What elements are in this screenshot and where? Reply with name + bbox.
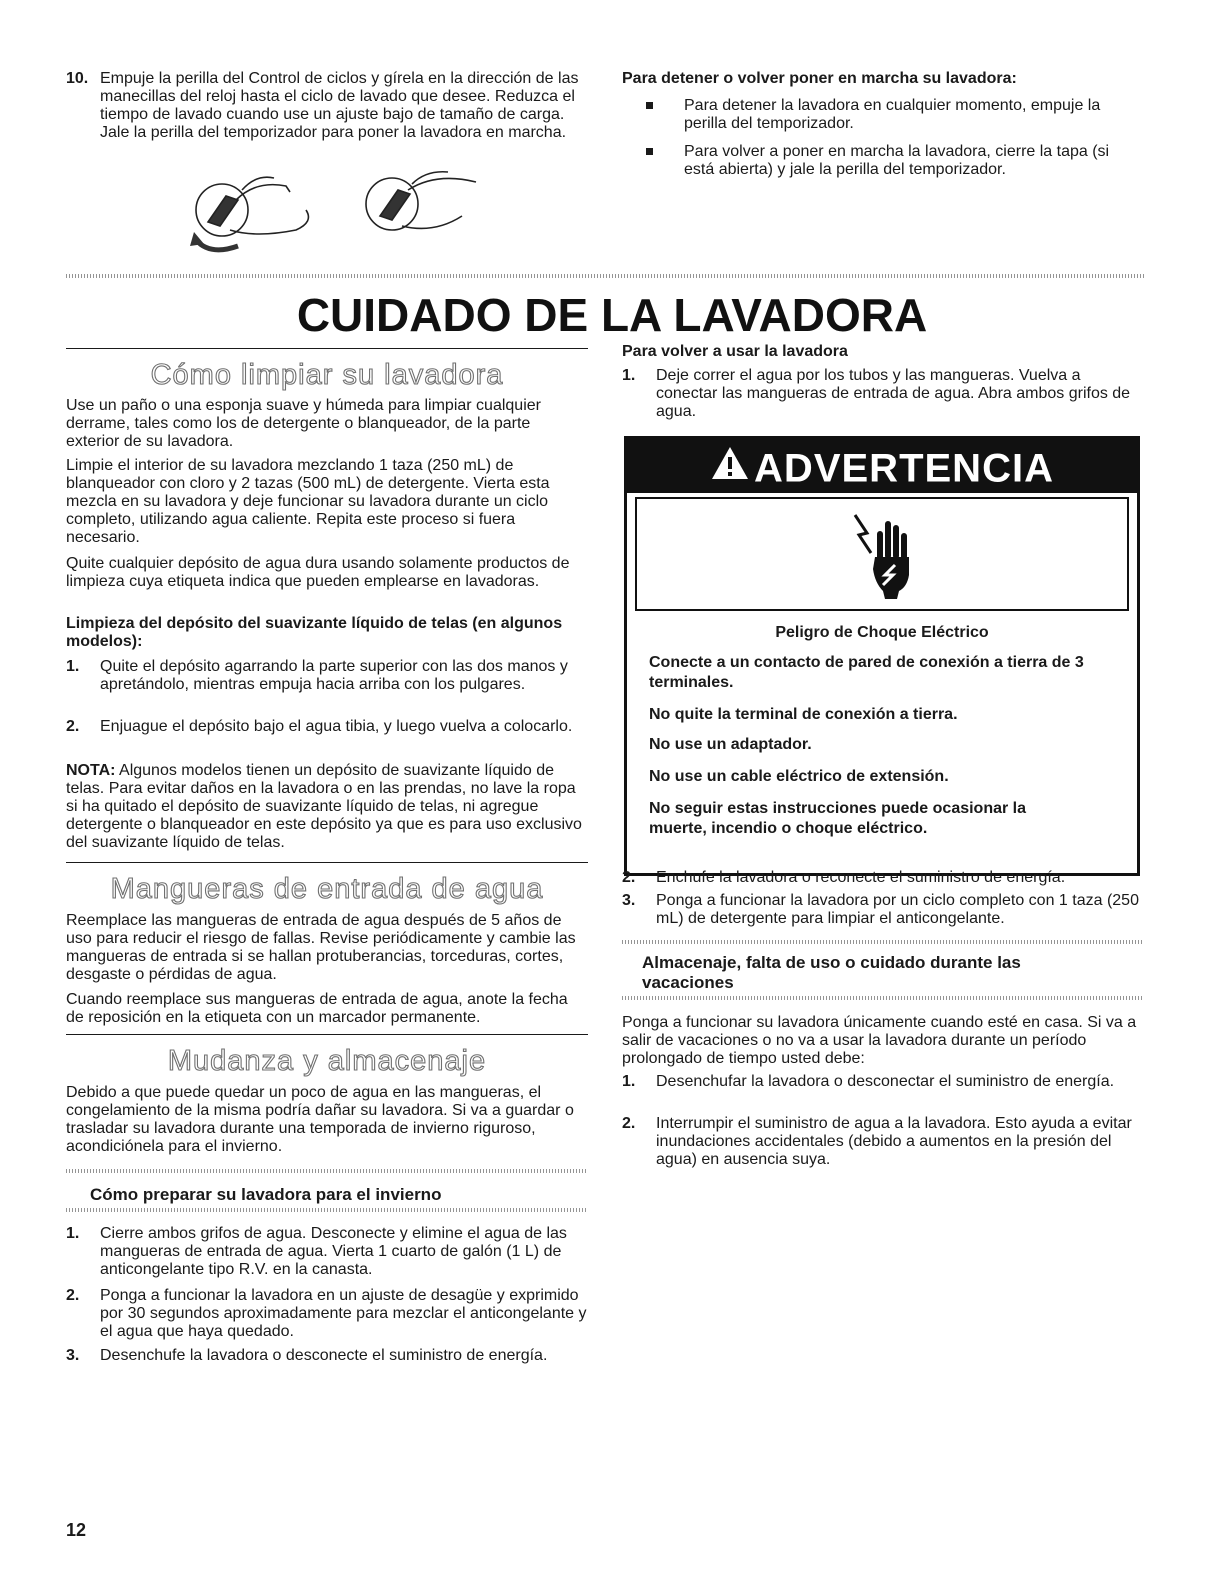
list-item (66, 1287, 588, 1343)
warning-line: No quite la terminal de conexión a tierra. (649, 706, 958, 723)
knob-pull (366, 172, 476, 230)
hazard-title: Peligro de Choque Eléctrico (775, 624, 989, 641)
note (66, 762, 588, 852)
sub-heading: Limpieza del depósito del suavizante líquido de telas (en algunos modelos): (66, 615, 563, 650)
list-item (622, 892, 1142, 930)
stop-bullet-1 (650, 97, 1142, 133)
warning-triangle-icon (710, 441, 750, 495)
step-text: Cierre ambos grifos de agua. Desconecte y elimine el agua de las mangueras de entrada de agua. Vierta 1 cuarto de galón (1 L) de anticongelante tipo R.V. en la canasta. (100, 1225, 567, 1278)
warning-header (627, 439, 1137, 493)
list-item (66, 658, 588, 714)
warning-icon-panel (635, 497, 1129, 611)
section-heading-clean: Cómo limpiar su lavadora (150, 359, 504, 391)
step-number: 1. (622, 1073, 636, 1090)
step-text: Desenchufe la lavadora o desconecte el suministro de energía. (100, 1347, 548, 1364)
divider (66, 862, 588, 863)
warning-line: No use un adaptador. (649, 736, 812, 753)
divider (66, 1169, 588, 1173)
divider (66, 1208, 588, 1212)
stop-heading: Para detener o volver poner en marcha su lavadora: (622, 70, 1017, 87)
warning-box (624, 436, 1140, 876)
section-heading-moving: Mudanza y almacenaje (167, 1045, 487, 1077)
sub-heading: Para volver a usar la lavadora (622, 343, 848, 360)
divider (66, 274, 1144, 278)
step-text: Enjuague el depósito bajo el agua tibia, y luego vuelva a colocarlo. (100, 718, 573, 735)
paragraph: Ponga a funcionar su lavadora únicamente cuando esté en casa. Si va a salir de vacaciones o no va a usar la lavadora durante un período prolongado de tiempo usted debe: (622, 1014, 1137, 1067)
page-number: 12 (66, 1520, 87, 1540)
step-number: 1. (66, 1225, 80, 1242)
step-number: 1. (622, 367, 636, 384)
step-text: Ponga a funcionar la lavadora por un ciclo completo con 1 taza (250 mL) de detergente para limpiar el anticongelante. (656, 892, 1139, 927)
step-text: Ponga a funcionar la lavadora en un ajuste de desagüe y exprimido por 30 segundos aproximadamente para mezclar el anticongelante y el agua que haya quedado. (100, 1287, 587, 1340)
step-text: Desenchufar la lavadora o desconectar el suministro de energía. (656, 1073, 1115, 1090)
list-item (66, 718, 588, 756)
step-number: 1. (66, 658, 80, 675)
note-text: Algunos modelos tienen un depósito de suavizante líquido de telas. Para evitar daños en la lavadora o en las prendas, no lave la ropa si ha quitado el depósito de suavizante líquido de telas, ni agregue detergente o blanqueador en este depósito ya que es para uso exclusivo del suavizante líquido de telas. (66, 762, 582, 851)
paragraph: Reemplace las mangueras de entrada de agua después de 5 años de uso para reducir el riesgo de fallas. Revise periódicamente y cambie las mangueras de entrada si se hallan protuberancias, torceduras, cortes, desgaste o pérdidas de agua. (66, 912, 576, 983)
page-title: CUIDADO DE LA LAVADORA (296, 289, 928, 341)
paragraph: Debido a que puede quedar un poco de agua en las mangueras, el congelamiento de la misma podría dañar su lavadora. Si va a guardar o trasladar su lavadora durante una temporada de invierno riguroso, acondiciónela para el invierno. (66, 1084, 574, 1155)
warning-line: No use un cable eléctrico de extensión. (649, 768, 949, 785)
step-text: Interrumpir el suministro de agua a la lavadora. Esto ayuda a evitar inundaciones accidentales (debido a aumentos en la presión del agua) en ausencia suya. (656, 1115, 1132, 1168)
step-text: Deje correr el agua por los tubos y las mangueras. Vuelva a conectar las mangueras de entrada de agua. Abra ambos grifos de agua. (656, 367, 1131, 420)
bullet-icon (646, 148, 653, 155)
divider (66, 1034, 588, 1035)
bullet-icon (646, 102, 653, 109)
list-item (622, 1115, 1142, 1171)
knob-illustration (186, 160, 486, 260)
divider (66, 348, 588, 349)
paragraph: Limpie el interior de su lavadora mezclando 1 taza (250 mL) de blanqueador con cloro y 2 tazas (500 mL) de detergente. Vierta esta mezcla en su lavadora y deje funcionar su lavadora durante un ciclo completo, utilizando agua caliente. Repita este proceso si fuera necesario. (66, 457, 550, 546)
list-item (622, 367, 1142, 423)
paragraph: Quite cualquier depósito de agua dura usando solamente productos de limpieza cuya etiqueta indica que pueden emplearse en lavadoras. (66, 555, 570, 590)
step-number: 3. (622, 892, 636, 909)
step-number: 2. (622, 1115, 636, 1132)
electric-shock-icon (851, 509, 921, 601)
warning-line: Conecte a un contacto de pared de conexión a tierra de 3 terminales. (649, 654, 1084, 691)
list-item (66, 1347, 588, 1385)
divider (622, 996, 1144, 1000)
step-number: 10. (66, 70, 89, 87)
step-number: 2. (66, 718, 80, 735)
step-number: 2. (622, 869, 636, 886)
step-text: Quite el depósito agarrando la parte superior con las dos manos y apretándolo, mientras empuja hacia arriba con los pulgares. (100, 658, 568, 693)
note-label: NOTA: (66, 762, 116, 779)
step-number: 3. (66, 1347, 80, 1364)
bullet-text: Para detener la lavadora en cualquier momento, empuje la perilla del temporizador. (684, 97, 1101, 132)
step-text: Empuje la perilla del Control de ciclos y gírela en la dirección de las manecillas del reloj hasta el ciclo de lavado que desee. Reduzca el tiempo de lavado cuando use un ajuste bajo de tamaño de carga. Jale la perilla del temporizador para poner la lavadora en marcha. (100, 70, 579, 141)
knob-turn-left (190, 177, 308, 250)
warning-line: No seguir estas instrucciones puede ocasionar la muerte, incendio o choque eléctrico. (649, 800, 1027, 837)
list-item (622, 869, 1142, 889)
list-item (622, 1073, 1142, 1111)
paragraph: Cuando reemplace sus mangueras de entrada de agua, anote la fecha de reposición en la etiqueta con un marcador permanente. (66, 991, 568, 1026)
list-item (66, 1225, 588, 1281)
section-heading-hoses: Mangueras de entrada de agua (110, 873, 544, 905)
stop-bullet-2 (650, 143, 1142, 179)
step-text: Enchufe la lavadora o reconecte el suministro de energía. (656, 869, 1066, 886)
bullet-text: Para volver a poner en marcha la lavadora, cierre la tapa (si está abierta) y jale la perilla del temporizador. (684, 143, 1110, 178)
step-10 (66, 70, 588, 160)
sub-heading: Cómo preparar su lavadora para el invierno (90, 1185, 442, 1204)
sub-heading: Almacenaje, falta de uso o cuidado durante las vacaciones (642, 953, 1021, 992)
step-number: 2. (66, 1287, 80, 1304)
warning-title: ADVERTENCIA (754, 446, 1054, 491)
divider (622, 940, 1144, 944)
paragraph: Use un paño o una esponja suave y húmeda para limpiar cualquier derrame, tales como los de detergente o blanqueador, de la parte exterior de su lavadora. (66, 397, 541, 450)
